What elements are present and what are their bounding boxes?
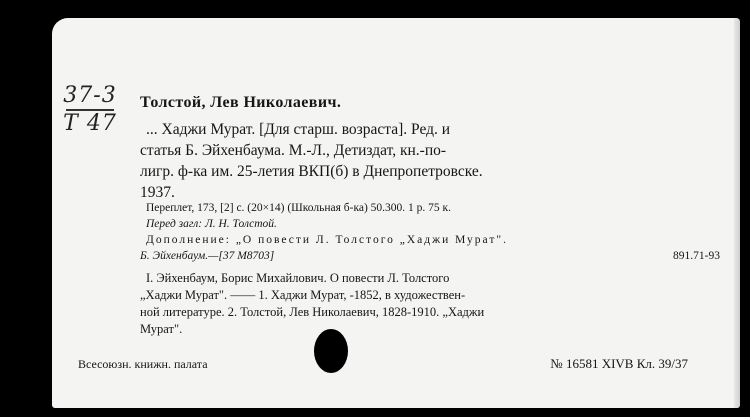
punch-hole — [314, 329, 348, 373]
card-edge — [734, 18, 740, 408]
subject-entries — [140, 270, 720, 338]
description-line: ... Хаджи Мурат. [Для старш. возраста]. Ред. и — [146, 121, 451, 138]
classification-bottom: T 47 — [63, 111, 117, 136]
registration-number: № 16581 XIVB Кл. 39/37 — [550, 356, 688, 371]
publisher-footer: Всесоюзн. книжн. палата — [78, 357, 208, 371]
author-heading: Толстой, Лев Николаевич. — [140, 94, 342, 111]
classification-top: 37-3 — [63, 83, 117, 108]
title-description — [140, 119, 720, 203]
subject-line: I. Эйхенбаум, Борис Михайлович. О повести Л. Толстого — [146, 271, 450, 285]
supplement-code: 891.71-93 — [673, 250, 720, 262]
subject-line: Мурат". — [140, 322, 183, 336]
subject-line: ной литературе. 2. Толстой, Лев Николаевич, 1828-1910. „Хаджи — [140, 305, 485, 319]
physical-description — [140, 200, 720, 264]
subject-line: „Хаджи Мурат". —— 1. Хаджи Мурат, -1852, в художествен- — [140, 288, 466, 302]
cover-title-line: Перед загл: Л. Н. Толстой. — [146, 218, 277, 230]
classification-mark — [60, 84, 120, 136]
supplement-author-row — [140, 248, 720, 264]
supplement-author: Б. Эйхенбаум.—[37 М8703] — [140, 250, 275, 262]
supplement-line: Дополнение: „О повести Л. Толстого „Хаджи Мурат". — [146, 234, 508, 246]
description-line: лигр. ф-ка им. 25-летия ВКП(б) в Днепропетровске. — [140, 163, 483, 180]
catalog-card — [52, 18, 740, 408]
description-line: 1937. — [140, 184, 175, 201]
description-line: статья Б. Эйхенбаума. М.-Л., Детиздат, кн.-по- — [140, 142, 447, 159]
binding-line: Переплет, 173, [2] с. (20×14) (Школьная б-ка) 50.300. 1 р. 75 к. — [146, 202, 452, 214]
